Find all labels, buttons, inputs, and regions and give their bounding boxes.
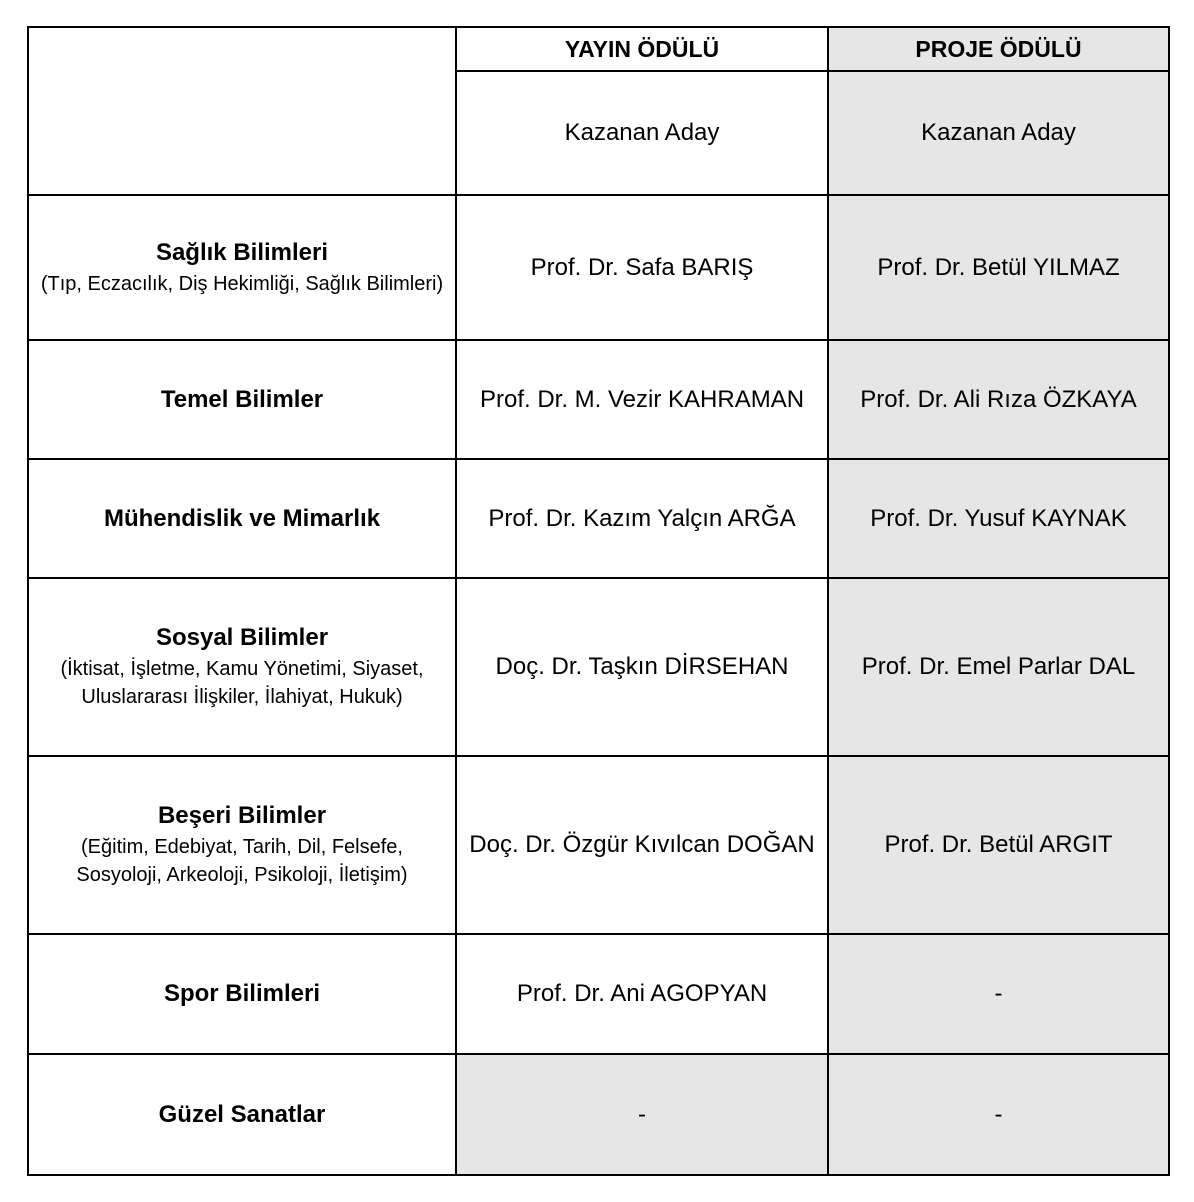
category-title: Sağlık Bilimleri bbox=[155, 238, 329, 266]
category-title: Mühendislik ve Mimarlık bbox=[103, 504, 381, 532]
publication-winner: Prof. Dr. Safa BARIŞ bbox=[456, 195, 828, 340]
category-cell bbox=[28, 195, 456, 340]
table-row bbox=[28, 934, 1169, 1054]
category-title: Spor Bilimleri bbox=[163, 980, 321, 1007]
publication-winner: Prof. Dr. Ani AGOPYAN bbox=[456, 934, 828, 1054]
category-title: Sosyal Bilimler bbox=[155, 624, 329, 651]
category-cell bbox=[28, 934, 456, 1054]
header-project-award: PROJE ÖDÜLÜ bbox=[828, 27, 1169, 71]
publication-winner: Doç. Dr. Taşkın DİRSEHAN bbox=[456, 578, 828, 756]
category-cell bbox=[28, 578, 456, 756]
publication-winner: Prof. Dr. Kazım Yalçın ARĞA bbox=[456, 459, 828, 578]
category-description: (Tıp, Eczacılık, Diş Hekimliği, Sağlık Bilimleri) bbox=[40, 272, 444, 295]
awards-table bbox=[27, 26, 1170, 1176]
category-title: Güzel Sanatlar bbox=[158, 1100, 326, 1128]
header-row bbox=[28, 27, 1169, 71]
project-winner: - bbox=[828, 1054, 1169, 1175]
table-row bbox=[28, 578, 1169, 756]
subheader-project-winner: Kazanan Aday bbox=[828, 71, 1169, 195]
category-title: Beşeri Bilimler bbox=[157, 802, 327, 829]
publication-winner: Prof. Dr. M. Vezir KAHRAMAN bbox=[456, 340, 828, 459]
project-winner: Prof. Dr. Ali Rıza ÖZKAYA bbox=[828, 340, 1169, 459]
category-cell bbox=[28, 1054, 456, 1175]
subheader-publication-winner: Kazanan Aday bbox=[456, 71, 828, 195]
project-winner: Prof. Dr. Betül ARGIT bbox=[828, 756, 1169, 934]
category-cell bbox=[28, 340, 456, 459]
category-description: (İktisat, İşletme, Kamu Yönetimi, Siyaset, Uluslararası İlişkiler, İlahiyat, Hukuk) bbox=[60, 658, 424, 708]
header-publication-award: YAYIN ÖDÜLÜ bbox=[456, 27, 828, 71]
publication-winner: - bbox=[456, 1054, 828, 1175]
table-row bbox=[28, 195, 1169, 340]
project-winner: Prof. Dr. Emel Parlar DAL bbox=[828, 578, 1169, 756]
corner-cell bbox=[28, 27, 456, 195]
category-title: Temel Bilimler bbox=[160, 385, 324, 413]
category-cell bbox=[28, 756, 456, 934]
project-winner: - bbox=[828, 934, 1169, 1054]
publication-winner: Doç. Dr. Özgür Kıvılcan DOĞAN bbox=[456, 756, 828, 934]
project-winner: Prof. Dr. Yusuf KAYNAK bbox=[828, 459, 1169, 578]
category-cell bbox=[28, 459, 456, 578]
table-row bbox=[28, 340, 1169, 459]
category-description: (Eğitim, Edebiyat, Tarih, Dil, Felsefe, Sosyoloji, Arkeoloji, Psikoloji, İletişim) bbox=[76, 836, 408, 886]
table-row bbox=[28, 756, 1169, 934]
table-row bbox=[28, 459, 1169, 578]
project-winner: Prof. Dr. Betül YILMAZ bbox=[828, 195, 1169, 340]
table-row bbox=[28, 1054, 1169, 1175]
